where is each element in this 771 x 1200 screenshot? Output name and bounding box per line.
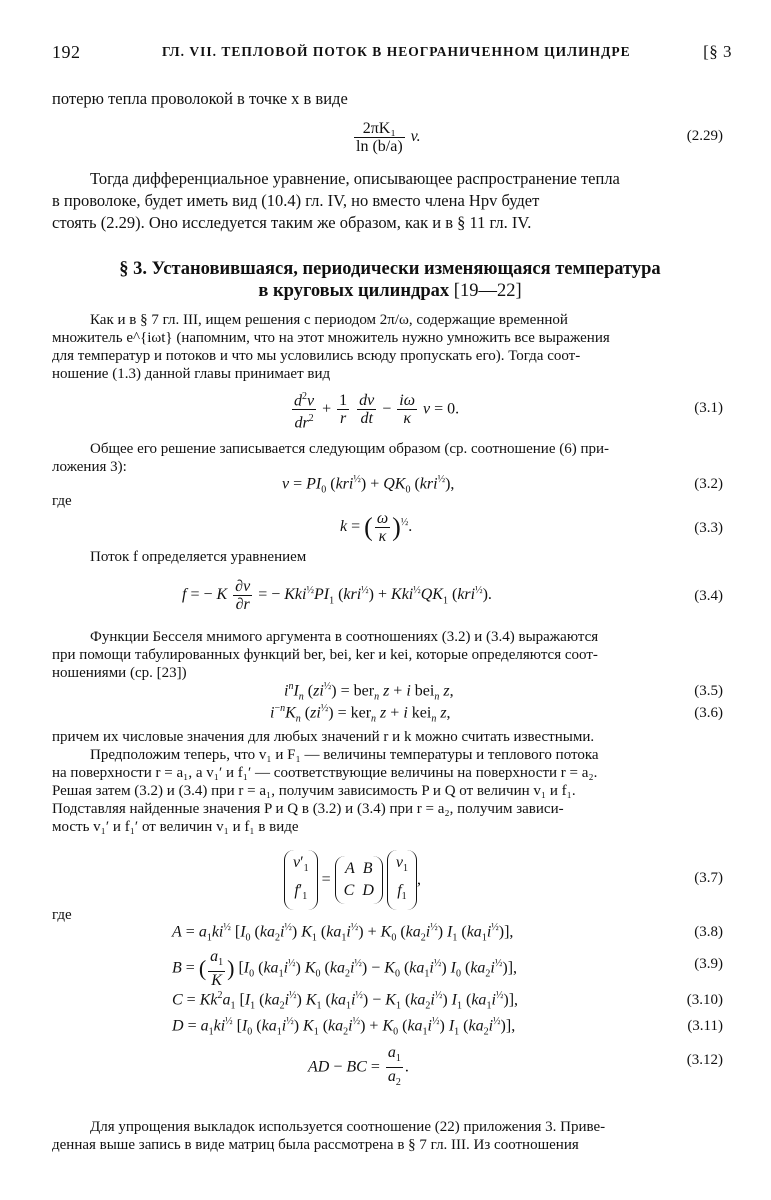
page-number: 192 xyxy=(52,42,81,62)
equation-3-7: $v'_1$ $f'_1 = A$ B C D $v_1$ $f_1$, xyxy=(284,850,421,910)
equation-label: (3.12) xyxy=(686,1052,723,1068)
running-title: ГЛ. VII. ТЕПЛОВОЙ ПОТОК В НЕОГРАНИЧЕННОМ ЦИЛИНДРЕ xyxy=(162,44,631,59)
where-label: где xyxy=(52,493,72,509)
equation-label: (3.1) xyxy=(694,400,723,416)
equation-3-8: $A = a_1ki^{\frac{1}{2}}$ [$I_0$ $(ka_2i^{\frac{1}{2}})$ $K_1$ $(ka_1i^{\frac{1}{2}}) + K_0$ $(ka_2i^{\frac{1}{2}})$ $I_1$ $(ka_1i^{\frac{1}{2}})$], xyxy=(172,922,514,944)
equation-label: (3.3) xyxy=(694,520,723,536)
equation-3-2: $v = PI_0$ $(kri^{\frac{1}{2}}) + QK_0$ (kri$^{\frac{1}{2}}$), xyxy=(282,474,455,496)
equation-3-6: $i^{-n}K_n$ $(zi^{\frac{1}{2}}) = ker_n$ z + i kei$_n$ z, xyxy=(270,703,451,725)
where-label: где xyxy=(52,907,72,923)
paragraph-2: Как и в § 7 гл. III, ищем решения с периодом 2π/ω, содержащие временной множитель e^{iωt} (напомним, что на этот множитель нужно умножить все выражения для температур и потоков и что мы условились всюду пропускать его). Тогда соот- ношение (1.3) данной главы принимает вид xyxy=(52,312,610,382)
equation-label: (3.4) xyxy=(694,588,723,604)
paragraph-3: Общее его решение записывается следующим образом (ср. соотношение (6) при- ложения 3): xyxy=(52,441,610,475)
equation-label: (3.9) xyxy=(694,956,723,972)
equation-label: (3.7) xyxy=(694,870,723,886)
paragraph-7: Для упрощения выкладок используется соотношение (22) приложения 3. Приве- денная выше запись в виде матриц была рассмотрена в § 7 гл. III. Из соотношения xyxy=(52,1119,606,1153)
equation-label: (3.11) xyxy=(687,1018,723,1034)
equation-3-12: AD − BC = $\frac{a_1}{a_2}$ . xyxy=(308,1044,409,1089)
intro-line: потерю тепла проволокой в точке x в виде xyxy=(52,89,348,108)
section-heading: § 3. Установившаяся, периодически изменяющаяся температура в круговых цилиндрах [19—22] xyxy=(119,259,661,301)
paragraph-1: Тогда дифференциальное уравнение, описывающее распространение тепла в проволоке, будет иметь вид (10.4) гл. IV, но вместо члена Hpv будет стоять (2.29). Оно исследуется таким же образом, как и в § 11 гл. IV. xyxy=(52,169,620,232)
equation-2-29: $\frac{\text{2πK₁}}{\ln (b/a)}$ v. xyxy=(356,120,421,155)
equation-3-11: $D = a_1ki^{\frac{1}{2}}$ [$I_0$ $(ka_1i^{\frac{1}{2}})$ $K_1$ $(ka_2i^{\frac{1}{2}}) + K_0$ $(ka_1i^{\frac{1}{2}})$ $I_1$ $(ka_2i^{\frac{1}{2}})$], xyxy=(172,1016,516,1038)
equation-3-10: $C = Kk^2a_1$ [$I_1$ $(ka_2i^{\frac{1}{2}})$ $K_1$ $(ka_1i^{\frac{1}{2}}) - K_1$ $(ka_2i^{\frac{1}{2}})$ $I_1$ $(ka_1i^{\frac{1}{2}})$], xyxy=(172,990,519,1012)
paragraph-5: Функции Бесселя мнимого аргумента в соотношениях (3.2) и (3.4) выражаются при помощи табулированных функций ber, bei, ker и kei, которые определяются соот- ношениями (ср. [23]) xyxy=(52,629,599,681)
equation-label: (3.10) xyxy=(686,992,723,1008)
equation-label: (2.29) xyxy=(686,128,723,144)
equation-label: (3.2) xyxy=(694,476,723,492)
equation-3-5: $i^nI_n$ $(zi^{\frac{1}{2}}) = ber_n$ z + i bei$_n$ z, xyxy=(284,681,454,703)
section-mark: [§ 3 xyxy=(703,42,732,61)
equation-3-9: B = ( $\frac{a_1}{K}$ ) [$I_0$ $(ka_1i^{\frac{1}{2}})$ $K_0$ $(ka_2i^{\frac{1}{2}}) - K_0$ $(ka_1i^{\frac{1}{2}})$ $I_0$ $(ka_2i^{\frac{1}{2}})$], xyxy=(172,948,518,990)
equation-3-3: k = ( $\frac{\omega}{\kappa}$ )$^{\frac{1}{2}}$. xyxy=(340,510,413,545)
equation-3-4: f = − K $\frac{\partial v}{\partial r}$ = − $Kki^{\frac{1}{2}}PI_1$ $(kri^{\frac{1}{2}}) + Kki^{\frac{1}{2}}QK_1$ (kri$^{\frac{1}{2}}$). xyxy=(182,578,492,613)
paragraph-4: Поток f определяется уравнением xyxy=(90,549,307,565)
equation-label: (3.8) xyxy=(694,924,723,940)
paragraph-6: причем их числовые значения для любых значений r и k можно считать известными. Предположим теперь, что v₁ и F₁ — величины температуры и теплового потока на поверхности r = a₁, а v₁′ и f₁′ — соответствующие величины на поверхности r = a₂. Решая затем (3.2) и (3.4) при r = a₁, получим зависимость P и Q от величин v₁ и f₁. Подставляя найденные значения P и Q в (3.2) и (3.4) при r = a₂, получим зависи- мость v₁′ и f₁′ от величин v₁ и f₁ в виде xyxy=(52,729,599,835)
equation-label: (3.6) xyxy=(694,705,723,721)
equation-label: (3.5) xyxy=(694,683,723,699)
equation-3-1: $\frac{d^2v}{dr^2}$ + $\frac{1}{r}$ $\frac{dv}{dt}$ − $\frac{i\omega}{\kappa}$ v = 0. xyxy=(290,388,459,432)
